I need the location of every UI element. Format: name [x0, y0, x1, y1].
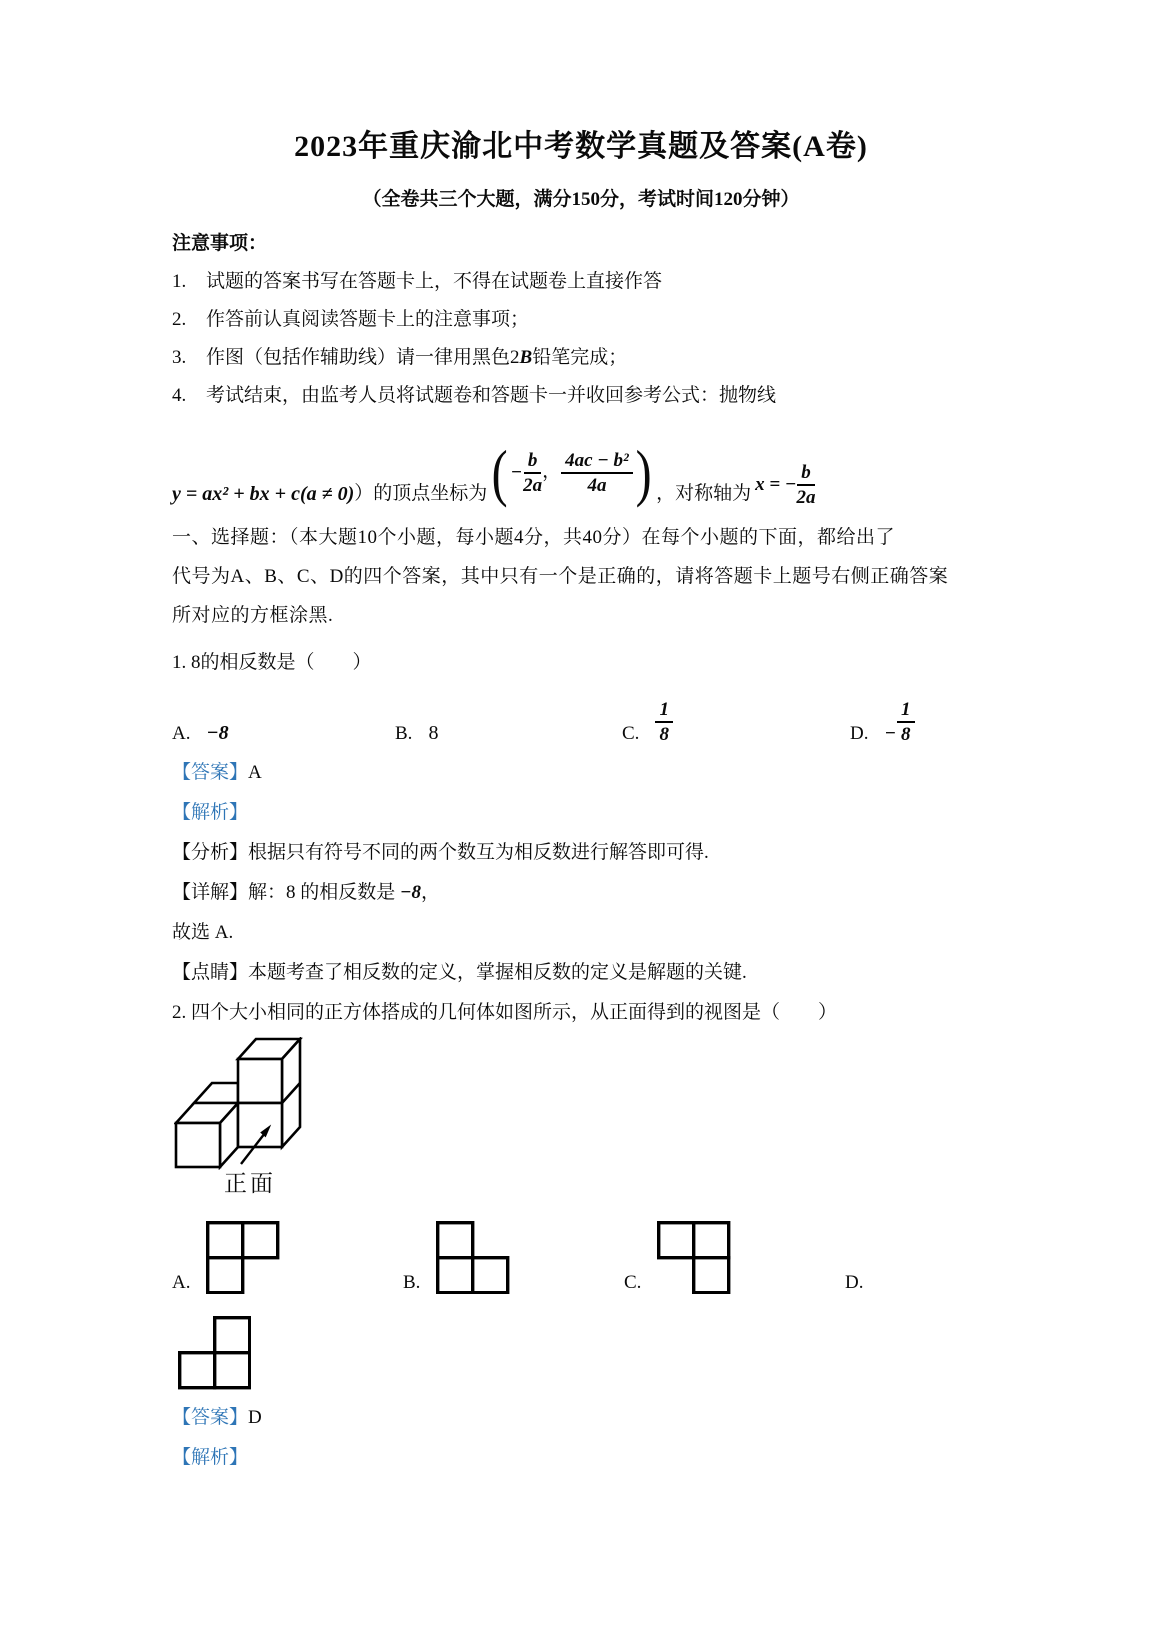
notice-item-3 [172, 346, 990, 370]
fraction-neg-1-over-8: $\frac{1}{8}$ [897, 699, 915, 745]
right-paren: ) [635, 437, 652, 508]
option-value: 8 [428, 722, 439, 744]
front-view-label: 正面 [224, 1171, 276, 1196]
analysis-text: 根据只有符号不同的两个数互为相反数进行解答即可得. [248, 842, 709, 863]
note-text: 本题考查了相反数的定义，掌握相反数的定义是解题的关键. [248, 962, 747, 983]
vertex-coordinates [489, 438, 654, 508]
q1-note-line [172, 960, 990, 985]
analysis-marker: 【分析】 [172, 842, 249, 863]
detail-tail: ， [421, 882, 441, 903]
notice-text: 试题的答案书写在答题卡上，不得在试题卷上直接作答 [206, 271, 663, 292]
section-1-heading [172, 518, 990, 635]
q2-option-c [624, 1221, 845, 1294]
parabola-formula [172, 422, 990, 508]
page-title: 2023年重庆渝北中考数学真题及答案(A卷) [294, 130, 868, 163]
notice-text: 作图（包括作辅助线）请一律用黑色2B铅笔完成； [206, 347, 628, 368]
left-paren: ( [491, 437, 508, 508]
option-value: −8 [206, 722, 229, 744]
notice-item-1 [172, 270, 990, 294]
view-grid-c [657, 1221, 730, 1294]
q1-option-b [395, 722, 622, 745]
q1-option-a [172, 722, 395, 745]
cube-front-face [238, 1059, 282, 1103]
math-2b: B [519, 347, 533, 368]
notice-number: 1. [172, 271, 187, 292]
answer-marker: 【答案】 [172, 1406, 249, 1428]
q2-option-b [403, 1221, 624, 1294]
formula-equation: y = ax² + bx + c(a ≠ 0) [172, 483, 355, 505]
q2-answer-line [172, 1405, 990, 1430]
notice-text: 考试结束，由监考人员将试题卷和答题卡一并收回参考公式：抛物线 [206, 385, 777, 406]
detail-text: 解：8 的相反数是 [248, 882, 401, 903]
minus-sign: − [884, 723, 896, 744]
fraction-4ac-b2-over-4a: $\frac{\text{4ac − b²}}{4a}$ [561, 450, 633, 496]
view-grid-b [436, 1221, 509, 1294]
answer-value: D [248, 1406, 262, 1428]
q1-analysis-line [172, 840, 990, 865]
fraction-b-over-2a: $\frac{b}{2a}$ [523, 450, 543, 496]
option-label: A. [172, 1272, 191, 1294]
formula-vertex-label: ）的顶点坐标为 [354, 483, 488, 504]
notice-text: 作答前认真阅读答题卡上的注意事项； [206, 309, 530, 330]
q2-explanation-marker-line [172, 1445, 990, 1470]
question-2-text: 2. 四个大小相同的正方体搭成的几何体如图所示，从正面得到的视图是（ ） [172, 1002, 838, 1023]
detail-math: −8 [400, 882, 422, 903]
page-subtitle: （全卷共三个大题，满分150分，考试时间120分钟） [362, 189, 800, 210]
axis-equation [755, 462, 815, 508]
option-label: C. [622, 723, 640, 744]
fraction-axis-b-over-2a: $\frac{b}{2a}$ [796, 462, 816, 508]
q1-option-d [850, 699, 990, 745]
notice-number: 2. [172, 309, 187, 330]
cube-front-face [176, 1123, 220, 1167]
comma: ， [542, 461, 562, 482]
option-label: D. [850, 723, 869, 744]
notice-number: 4. [172, 385, 187, 406]
option-label: C. [624, 1272, 642, 1294]
answer-value: A [248, 762, 262, 783]
question-1-text: 1. 8的相反数是（ ） [172, 652, 372, 673]
question-2-options [172, 1221, 990, 1294]
option-label: A. [172, 723, 191, 744]
explanation-marker: 【解析】 [172, 1446, 249, 1468]
notice-item-4 [172, 384, 990, 408]
detail-marker: 【详解】 [172, 882, 249, 903]
notice-number: 3. [172, 347, 187, 368]
q1-conclusion-line: 故选 A. [172, 922, 234, 943]
option-label: B. [395, 723, 413, 744]
answer-marker: 【答案】 [172, 762, 249, 783]
view-grid-d [178, 1316, 990, 1389]
section-line: 代号为A、B、C、D的四个答案，其中只有一个是正确的，请将答题卡上题号右侧正确答案 [172, 566, 949, 587]
cube-figure [174, 1037, 394, 1203]
q1-option-c [622, 699, 850, 745]
notice-heading: 注意事项： [172, 233, 268, 254]
q1-detail-line [172, 880, 990, 905]
q1-explanation-marker-line [172, 800, 990, 825]
option-label: D. [845, 1272, 864, 1294]
minus-sign: − [510, 462, 523, 483]
q1-answer-line [172, 760, 990, 785]
fraction-1-over-8: $\frac{1}{8}$ [655, 699, 673, 745]
section-line: 所对应的方框涂黑. [172, 605, 334, 626]
section-line: 一、选择题：（本大题10个小题，每小题4分，共40分）在每个小题的下面，都给出了 [172, 527, 896, 548]
notice-item-2 [172, 308, 990, 332]
explanation-marker: 【解析】 [172, 802, 249, 823]
cube-3d-drawing [174, 1037, 309, 1170]
cube-top-face [194, 1083, 238, 1103]
axis-lhs: x = − [755, 474, 797, 495]
question-1-options [172, 683, 990, 745]
formula-axis-label: ，对称轴为 [656, 483, 752, 504]
q2-option-a [172, 1221, 403, 1294]
q2-option-d [845, 1271, 990, 1294]
option-label: B. [403, 1272, 421, 1294]
note-marker: 【点睛】 [172, 962, 249, 983]
view-grid-a [206, 1221, 279, 1294]
